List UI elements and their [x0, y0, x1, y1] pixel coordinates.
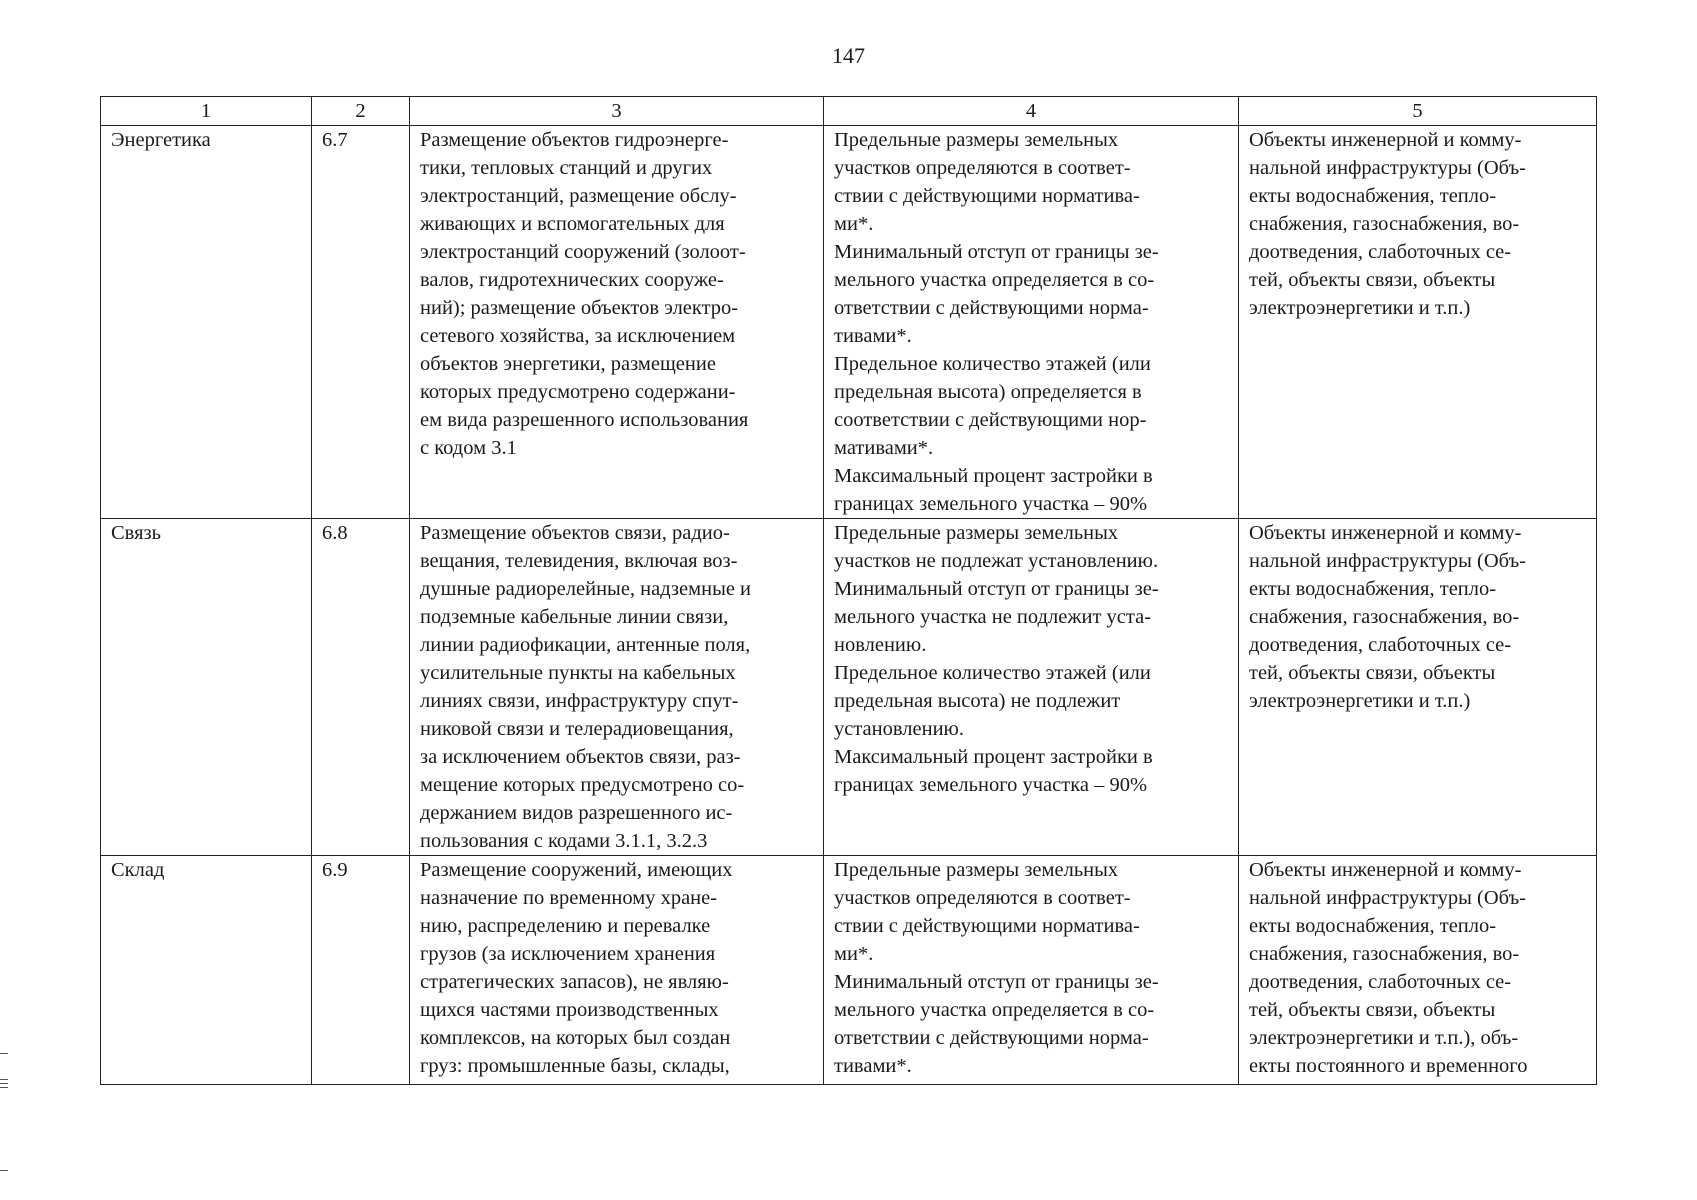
- table-row: [101, 519, 1597, 856]
- column-header-3: 3: [410, 97, 824, 126]
- land-use-table: [100, 96, 1597, 1085]
- use-type-description: [410, 126, 824, 519]
- use-type-code-text: 6.8: [322, 522, 348, 544]
- table-row: [101, 126, 1597, 519]
- use-type-parameters: [824, 126, 1239, 519]
- use-type-parameters-text: Предельные размеры земельных участков определяются в соответ- ствии с действующими норматива- ми*. Минимальный отступ от границы зе- мельного участка определяется в со- ответствии с действующими норма- тивами*. Предельное количество этажей (или предельная высота) определяется в соответствии с действующими нор- мативами*. Максимальный процент застройки в границах земельного участка – 90%: [834, 129, 1159, 515]
- use-type-infrastructure: [1239, 856, 1597, 1085]
- use-type-infrastructure-text: Объекты инженерной и комму- нальной инфраструктуры (Объ- екты водоснабжения, тепло- снабжения, газоснабжения, во- доотведения, слаботочных се- тей, объекты связи, объекты электроэнергетики и т.п.): [1249, 129, 1527, 319]
- use-type-name: [101, 126, 312, 519]
- page-number: 147: [832, 43, 865, 68]
- use-type-code: [312, 519, 410, 856]
- use-type-infrastructure: [1239, 519, 1597, 856]
- use-type-name-text: Энергетика: [111, 129, 211, 151]
- column-header-4: 4: [824, 97, 1239, 126]
- scan-margin-mark: [0, 1170, 8, 1171]
- column-header-5: 5: [1239, 97, 1597, 126]
- use-type-name-text: Склад: [111, 859, 165, 881]
- scan-margin-mark: [0, 1053, 8, 1054]
- use-type-description-text: Размещение объектов связи, радио- вещания, телевидения, включая воз- душные радиорелейные, надземные и подземные кабельные линии связи, линии радиофикации, антенные поля, усилительные пункты на кабельных линиях связи, инфраструктуру спут- никовой связи и телерадиовещания, за исключением объектов связи, раз- мещение которых предусмотрено со- держанием видов разрешенного ис- пользования с кодами 3.1.1, 3.2.3: [420, 522, 752, 852]
- use-type-parameters-text: Предельные размеры земельных участков не подлежат установлению. Минимальный отступ от границы зе- мельного участка не подлежит уста- новлению. Предельное количество этажей (или предельная высота) не подлежит установлению. Максимальный процент застройки в границах земельного участка – 90%: [834, 522, 1159, 796]
- use-type-parameters: [824, 856, 1239, 1085]
- table-row: [101, 856, 1597, 1085]
- use-type-description: [410, 856, 824, 1085]
- use-type-code-text: 6.7: [322, 129, 348, 151]
- use-type-name-text: Связь: [111, 522, 161, 544]
- header-row: [101, 97, 1597, 126]
- use-type-code-text: 6.9: [322, 859, 348, 881]
- scan-margin-mark: [0, 1087, 8, 1088]
- use-type-name: [101, 519, 312, 856]
- use-type-code: [312, 126, 410, 519]
- use-type-parameters: [824, 519, 1239, 856]
- use-type-infrastructure-text: Объекты инженерной и комму- нальной инфраструктуры (Объ- екты водоснабжения, тепло- снабжения, газоснабжения, во- доотведения, слаботочных се- тей, объекты связи, объекты электроэнергетики и т.п.): [1249, 522, 1527, 712]
- scan-margin-mark: [0, 1083, 8, 1084]
- use-type-name: [101, 856, 312, 1085]
- column-header-1: 1: [101, 97, 312, 126]
- use-type-code: [312, 856, 410, 1085]
- use-type-parameters-text: Предельные размеры земельных участков определяются в соответ- ствии с действующими норматива- ми*. Минимальный отступ от границы зе- мельного участка определяется в со- ответствии с действующими норма- тивами*.: [834, 859, 1159, 1077]
- use-type-description: [410, 519, 824, 856]
- use-type-infrastructure: [1239, 126, 1597, 519]
- scan-margin-mark: [0, 1079, 8, 1080]
- use-type-description-text: Размещение сооружений, имеющих назначение по временному хране- нию, распределению и перевалке грузов (за исключением хранения стратегических запасов), не являю- щихся частями производственных комплексов, на которых был создан груз: промышленные базы, склады,: [420, 859, 733, 1077]
- column-header-2: 2: [312, 97, 410, 126]
- use-type-infrastructure-text: Объекты инженерной и комму- нальной инфраструктуры (Объ- екты водоснабжения, тепло- снабжения, газоснабжения, во- доотведения, слаботочных се- тей, объекты связи, объекты электроэнергетики и т.п.), объ- екты постоянного и временного: [1249, 859, 1528, 1077]
- use-type-description-text: Размещение объектов гидроэнерге- тики, тепловых станций и других электростанций, размещение обслу- живающих и вспомогательных для электростанций сооружений (золоот- валов, гидротехнических сооруже- ний); размещение объектов электро- сетевого хозяйства, за исключением объектов энергетики, размещение которых предусмотрено содержани- ем вида разрешенного использования с кодом 3.1: [420, 129, 749, 459]
